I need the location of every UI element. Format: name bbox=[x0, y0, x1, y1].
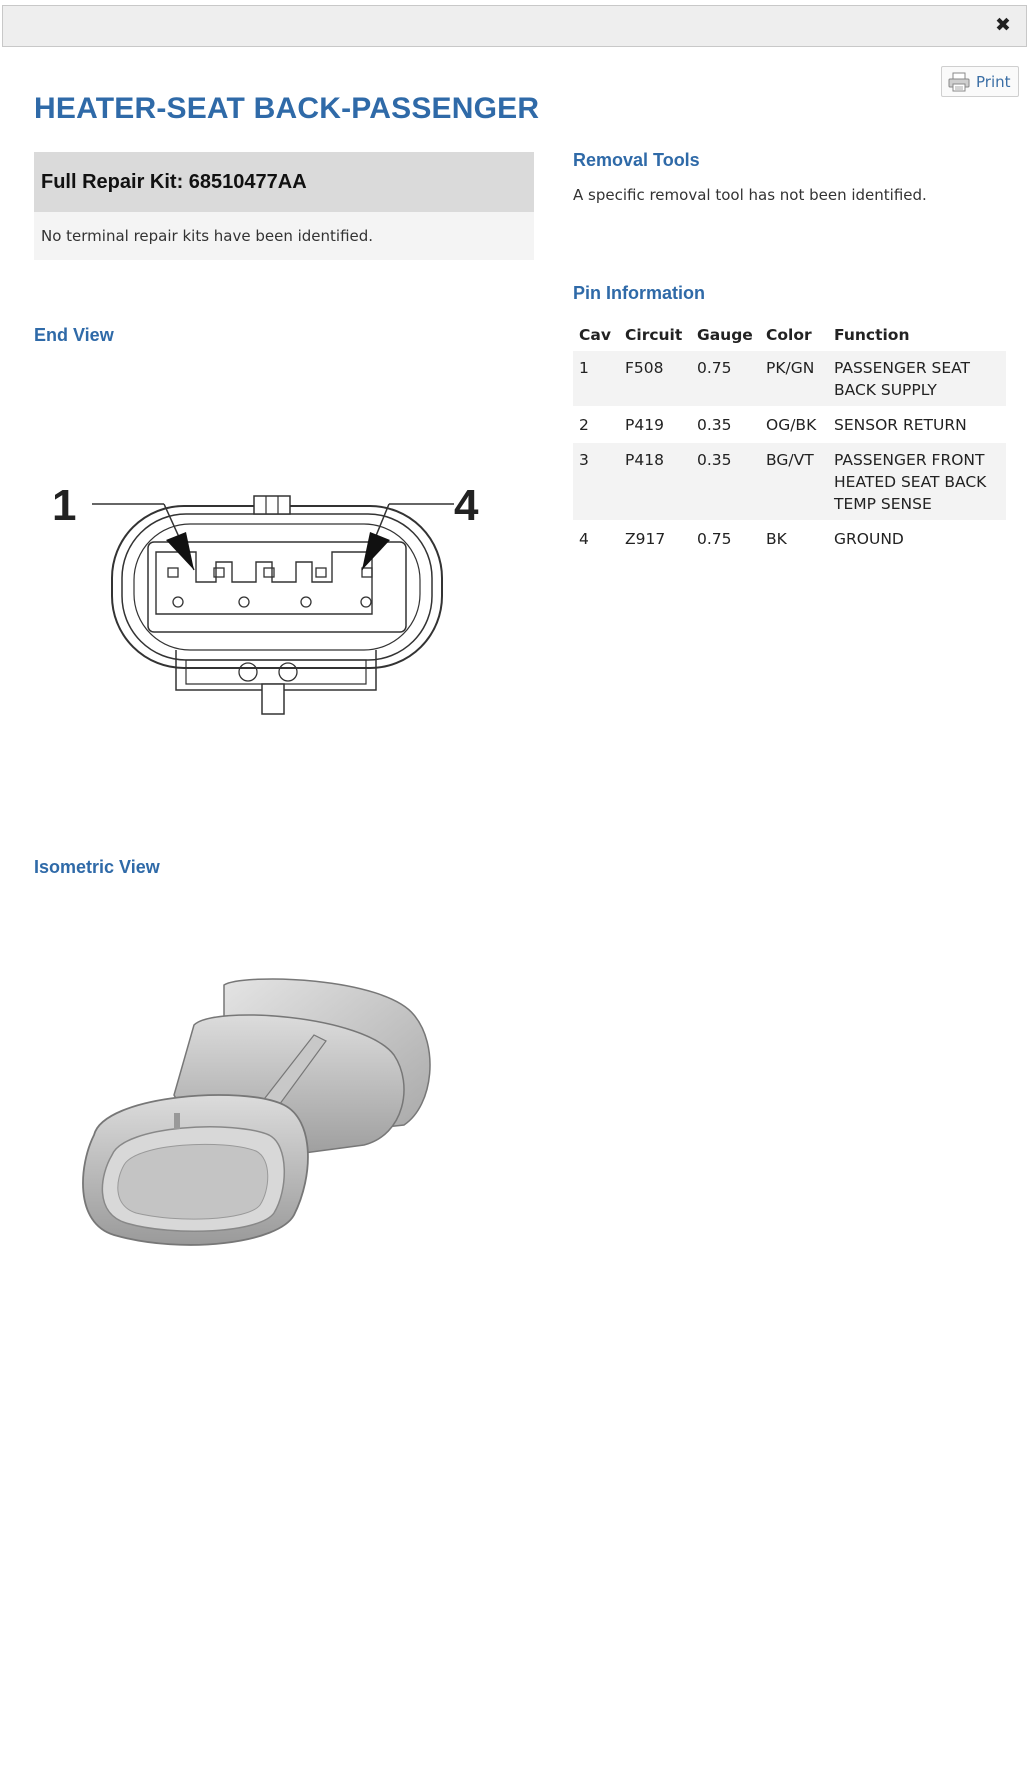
pin-label-4: 4 bbox=[454, 481, 479, 530]
cell-circuit: P418 bbox=[619, 442, 691, 521]
table-row bbox=[573, 351, 1006, 407]
cell-gauge: 0.75 bbox=[691, 521, 760, 556]
removal-tools-text: A specific removal tool has not been identified. bbox=[573, 186, 927, 204]
cell-function bbox=[828, 407, 1006, 442]
function-line: TEMP SENSE bbox=[834, 495, 932, 513]
column-header-cav: Cav bbox=[579, 326, 611, 344]
cell-gauge: 0.35 bbox=[691, 407, 760, 442]
cell-gauge: 0.35 bbox=[691, 442, 760, 521]
cell-gauge: 0.75 bbox=[691, 351, 760, 407]
cell-function bbox=[828, 351, 1006, 407]
removal-tools-heading: Removal Tools bbox=[573, 150, 700, 170]
pin-label-1: 1 bbox=[52, 481, 77, 530]
cell-color: BK bbox=[760, 521, 828, 556]
print-label: Print bbox=[976, 72, 1011, 91]
function-line: GROUND bbox=[834, 530, 904, 548]
column-header-gauge: Gauge bbox=[697, 326, 753, 344]
cell-circuit: F508 bbox=[619, 351, 691, 407]
table-row bbox=[573, 442, 1006, 521]
print-button[interactable] bbox=[941, 66, 1019, 97]
table-row bbox=[573, 521, 1006, 556]
column-header-color: Color bbox=[766, 326, 812, 344]
repair-kit-note: No terminal repair kits have been identified. bbox=[34, 212, 534, 260]
isometric-view-heading: Isometric View bbox=[34, 857, 160, 877]
end-view-connector-diagram bbox=[44, 470, 510, 740]
cell-function bbox=[828, 442, 1006, 521]
printer-icon bbox=[948, 72, 970, 92]
function-line: SENSOR RETURN bbox=[834, 416, 967, 434]
table-header-row bbox=[573, 320, 1006, 351]
function-line: PASSENGER FRONT bbox=[834, 451, 985, 469]
cell-cav: 2 bbox=[573, 407, 619, 442]
table-row bbox=[573, 407, 1006, 442]
column-header-function: Function bbox=[834, 326, 910, 344]
close-x-icon[interactable]: ✖ bbox=[995, 14, 1011, 36]
dialog-title-bar bbox=[2, 5, 1027, 47]
column-header-circuit: Circuit bbox=[625, 326, 683, 344]
cell-circuit: P419 bbox=[619, 407, 691, 442]
cell-cav: 1 bbox=[573, 351, 619, 407]
cell-cav: 3 bbox=[573, 442, 619, 521]
repair-kit-header: Full Repair Kit: 68510477AA bbox=[34, 152, 534, 212]
cell-color: PK/GN bbox=[760, 351, 828, 407]
cell-color: BG/VT bbox=[760, 442, 828, 521]
cell-cav: 4 bbox=[573, 521, 619, 556]
function-line: BACK SUPPLY bbox=[834, 381, 937, 399]
page-title: HEATER-SEAT BACK-PASSENGER bbox=[34, 92, 540, 125]
function-line: HEATED SEAT BACK bbox=[834, 473, 987, 491]
isometric-connector-illustration bbox=[64, 975, 484, 1293]
function-line: PASSENGER SEAT bbox=[834, 359, 971, 377]
cell-color: OG/BK bbox=[760, 407, 828, 442]
end-view-heading: End View bbox=[34, 325, 114, 345]
pin-information-heading: Pin Information bbox=[573, 283, 705, 303]
cell-circuit: Z917 bbox=[619, 521, 691, 556]
cell-function bbox=[828, 521, 1006, 556]
pin-information-table bbox=[573, 320, 1006, 557]
